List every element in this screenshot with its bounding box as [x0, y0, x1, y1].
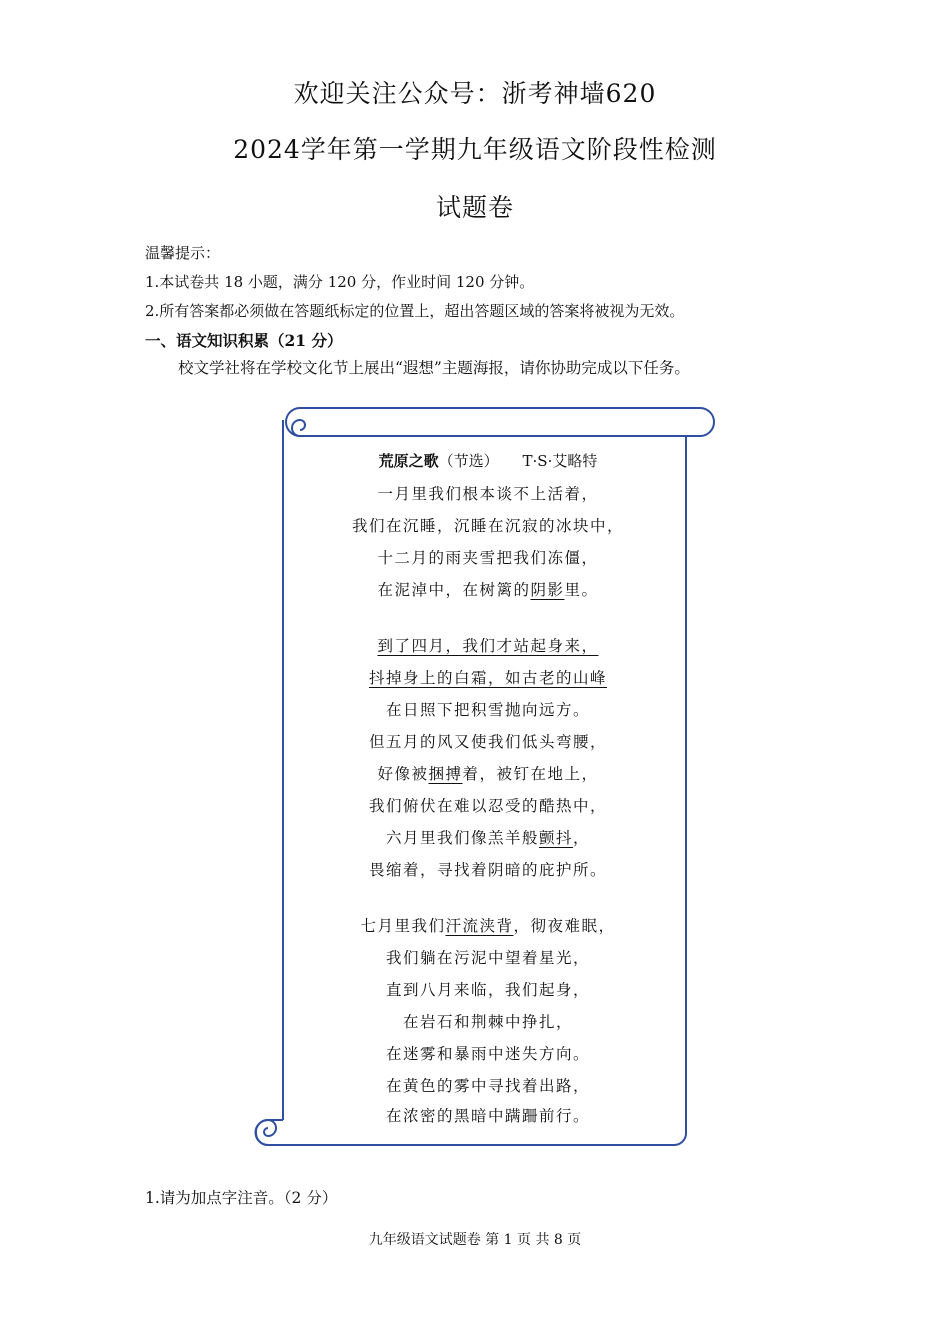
watermark-line: 欢迎关注公众号：浙考神墙620 — [293, 79, 657, 108]
poem-line: 我们俯伏在难以忍受的酷热中， — [368, 797, 607, 815]
section-intro: 校文学社将在学校文化节上展出“遐想”主题海报，请你协助完成以下任务。 — [178, 359, 690, 377]
page-footer: 九年级语文试题卷 第 1 页 共 8 页 — [368, 1232, 582, 1248]
poem-text: ，彻夜难眠， — [513, 917, 616, 935]
notes-heading: 温馨提示： — [145, 244, 221, 262]
poem-line: 一月里我们根本谈不上活着， — [377, 485, 599, 503]
poem-line: 畏缩着，寻找着阴暗的庇护所。 — [368, 861, 607, 879]
note-item-1: 1.本试卷共 18 小题，满分 120 分，作业时间 120 分钟。 — [145, 273, 535, 291]
poem-line: 在岩石和荆棘中挣扎， — [402, 1013, 573, 1031]
poem-author: T·S·艾略特 — [522, 452, 598, 470]
poem-line: 我们躺在污泥中望着星光， — [385, 949, 590, 967]
poem-line — [0, 826, 950, 848]
poem-title: 荒原之歌 — [378, 452, 439, 470]
poem-line: 在黄色的雾中寻找着出路， — [385, 1077, 590, 1095]
poem-line — [0, 578, 950, 600]
poem-line: 在浓密的黑暗中蹒跚前行。 — [385, 1107, 590, 1125]
section-heading: 一、语文知识积累（21 分） — [145, 331, 343, 350]
poem-line: 在迷雾和暴雨中迷失方向。 — [385, 1045, 590, 1063]
poem-heading — [0, 450, 950, 471]
poem-line-underlined: 到了四月，我们才站起身来， — [377, 637, 599, 655]
poem-line-underlined: 抖掉身上的白霜，如古老的山峰 — [368, 669, 607, 687]
poem-line: 但五月的风又使我们低头弯腰， — [368, 733, 607, 751]
poem-line: 在日照下把积雪抛向远方。 — [385, 701, 590, 719]
poem-text: 好像被 — [377, 765, 429, 783]
question-1: 1.请为加点字注音。（2 分） — [145, 1189, 338, 1207]
poem-text: ， — [573, 829, 591, 847]
poem-line — [0, 914, 950, 936]
dotted-word: 汗流浃背 — [445, 917, 514, 935]
poem-text: 里。 — [564, 581, 599, 599]
exam-title: 2024学年第一学期九年级语文阶段性检测 — [233, 135, 717, 164]
poem-text: 在泥淖中，在树篱的 — [377, 581, 531, 599]
poem-line: 十二月的雨夹雪把我们冻僵， — [377, 549, 599, 567]
poem-text: 着，被钉在地上， — [462, 765, 599, 783]
paper-label: 试题卷 — [435, 193, 514, 222]
note-item-2: 2.所有答案都必须做在答题纸标定的位置上，超出答题区域的答案将被视为无效。 — [145, 302, 685, 320]
dotted-word: 捆搏 — [428, 765, 463, 783]
poem-text: 六月里我们像羔羊般 — [385, 829, 539, 847]
dotted-word: 阴影 — [530, 581, 565, 599]
poem-line: 直到八月来临，我们起身， — [385, 981, 590, 999]
poem-line: 我们在沉睡，沉睡在沉寂的冰块中， — [351, 517, 624, 535]
poem-text: 七月里我们 — [360, 917, 446, 935]
poem-line — [0, 762, 950, 784]
poem-subtitle: （节选） — [438, 452, 499, 470]
dotted-word: 颤抖 — [538, 829, 573, 847]
